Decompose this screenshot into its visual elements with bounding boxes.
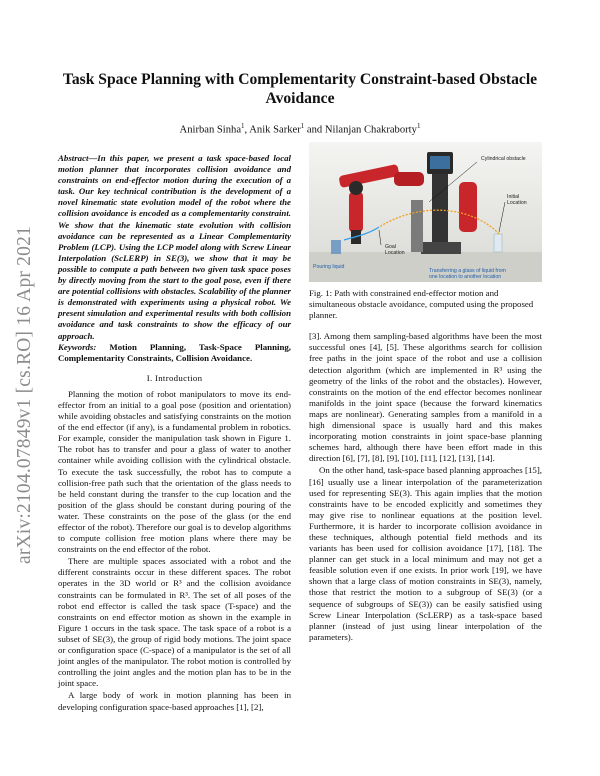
author-affiliation: 1 xyxy=(416,122,421,130)
label-pouring-liquid: Pouring liquid xyxy=(313,264,345,270)
author-list xyxy=(40,120,560,137)
label-initial: Initial xyxy=(507,194,520,200)
robot-right-arm xyxy=(459,182,477,232)
label-initial-location: Location xyxy=(507,200,527,206)
arxiv-stamp-text: arXiv:2104.07849v1 [cs.RO] 16 Apr 2021 xyxy=(14,226,35,564)
keywords-text: Motion Planning, Task-Space Planning, Complementarity Constraints, Collision Avoidance. xyxy=(58,341,291,363)
label-cylindrical-obstacle: Cylindrical obstacle xyxy=(481,156,526,162)
paragraph: On the other hand, task-space based planning approaches [15], [16] usually use a linear interpolation of the parameterization used for representing SE(3). This again implies that the motion constraints have to be encoded explicitly and sometimes they may give rise to nonlinear equations at the position level. Furthermore, it is harder to incorporate collision avoidance in these techniques, although potential field methods and its variants has been used for collision avoidance [17], [18]. The planner can get stuck in a local minimum and may not get a feasible solution even if one exists. In prior work [19], we have shown that a large class of motion constraints in SE(3), namely, those that restrict the motion to a subgroup of SE(3) (or a sequence of subgroups of SE(3)) can be easily satisfied using Screw Linear Interpolation (ScLERP) as a task-space based planner (instead of just using linear interpolation of the parameters). xyxy=(309,465,542,642)
author-separator: , xyxy=(244,124,250,136)
robot-base xyxy=(421,242,461,254)
label-transfer-line-1: Transferring a glass of liquid from xyxy=(429,268,506,274)
label-goal-location: Location xyxy=(385,250,405,256)
glass xyxy=(494,234,502,252)
paragraph: [3]. Among them sampling-based algorithms have been the most successful ones [4], [5]. These algorithms search for collision free paths in the joint space of the robot and use a collision detection algorithm (which are implemented in R³ using the geometry of the links of the robot and the obstacles). However, constraints on the motion of the end effector becomes nonlinear manifolds in the joint space (because the forward kinematics maps are nonlinear). Generating samples from a manifold in a high dimensional space is usually hard and this makes incorporating motion constraints in joint space-base planning schemes hard, although there have been effort made in this direction [6], [7], [8], [9], [10], [11], [12], [13], [14]. xyxy=(309,331,542,464)
paper-title: Task Space Planning with Complementarity Constraint-based Obstacle Avoidance xyxy=(62,71,538,107)
author-affiliation: 1 xyxy=(241,122,245,130)
robot-screen xyxy=(430,156,450,169)
figure-caption: Fig. 1: Path with constrained end-effector motion and simultaneous obstacle avoidance, computed using the proposed planner. xyxy=(309,288,534,321)
paragraph: There are multiple spaces associated with a robot and the different constraints occur in these different spaces. The robot operates in the 3D world or R³ and the collision avoidance constraints can be formulated in R³. The set of all poses of the robot end effector is called the task space (T-space) and the constraints on end effector motion as shown in the example in Figure 1 occurs in the task space. The task space of a robot is a subset of SE(3), the group of rigid body motions. The joint space or configuration space (C-space) of a manipulator is the set of all joint angles of the manipulator. The robot motion is controlled by controlling the joint angles and the motion plan has to be in the joint space. xyxy=(58,556,291,689)
robot-arm-lower xyxy=(349,192,363,232)
cylindrical-obstacle xyxy=(411,200,423,252)
figure-1 xyxy=(309,142,542,282)
keywords-label: Keywords: xyxy=(58,341,97,352)
author-name: Nilanjan Chakraborty xyxy=(324,124,417,136)
arxiv-stamp xyxy=(10,210,40,580)
section-heading: I. Introduction xyxy=(146,372,203,383)
figure-photo xyxy=(309,142,542,282)
author-name: Anirban Sinha xyxy=(179,124,242,136)
right-column xyxy=(309,142,542,643)
paragraph: A large body of work in motion planning has been in developing configuration space-based approaches [1], [2], xyxy=(58,690,291,712)
abstract: Abstract—In this paper, we present a task space-based local motion planner that incorporates collision avoidance and constraints on end-effector motion during the execution of a task. Our key technical contribution is the development of a novel kinematic state evolution model of the robot where the collision avoidance is encoded as a complementarity constraint. We show that the kinematic state evolution with collision avoidance can be represented as a Linear Complementarity Problem (LCP). Using the LCP model along with Screw Linear Interpolation (ScLERP) in SE(3), we show that it may be possible to compute a path between two given task space poses by directly moving from the start to the goal pose, even if there are potential collisions with obstacles. Scalability of the planner is demonstrated with experiments using a physical robot. We present simulation and experimental results with both collision avoidance and task constraints to show the efficacy of our approach. xyxy=(58,153,291,341)
label-goal: Goal xyxy=(385,244,396,250)
author-name: Anik Sarker xyxy=(249,124,301,136)
keywords xyxy=(58,342,291,364)
label-transfer-line-2: one location to another location xyxy=(429,274,502,280)
cup xyxy=(331,240,341,254)
author-affiliation: 1 xyxy=(300,122,305,130)
robot-elbow xyxy=(349,181,363,195)
author-separator: and xyxy=(304,124,325,136)
left-column xyxy=(58,153,291,713)
robot-shoulder xyxy=(394,172,424,186)
paragraph: Planning the motion of robot manipulators to move its end-effector from an initial to a goal pose (position and orientation) while avoiding obstacles and satisfying constraints on the motion of the end effector (if any), is a fundamental problem in robotics. For example, consider the manipulation task shown in Figure 1. The robot has to transfer and pour a glass of water to another container while avoiding collision with the cylindrical obstacle. To execute the task successfully, the robot has to compute a collision-free path such that the orientation of the glass needs to be held constant during the transfer to the cup location and the position of the glass should be constant during pouring of the water. These constraints on the pose of the glass (or the end effector of the robot). Therefore our goal is to develop algorithms to compute collision free motion plans where there may be constraints on the end effector of the robot. xyxy=(58,388,291,555)
